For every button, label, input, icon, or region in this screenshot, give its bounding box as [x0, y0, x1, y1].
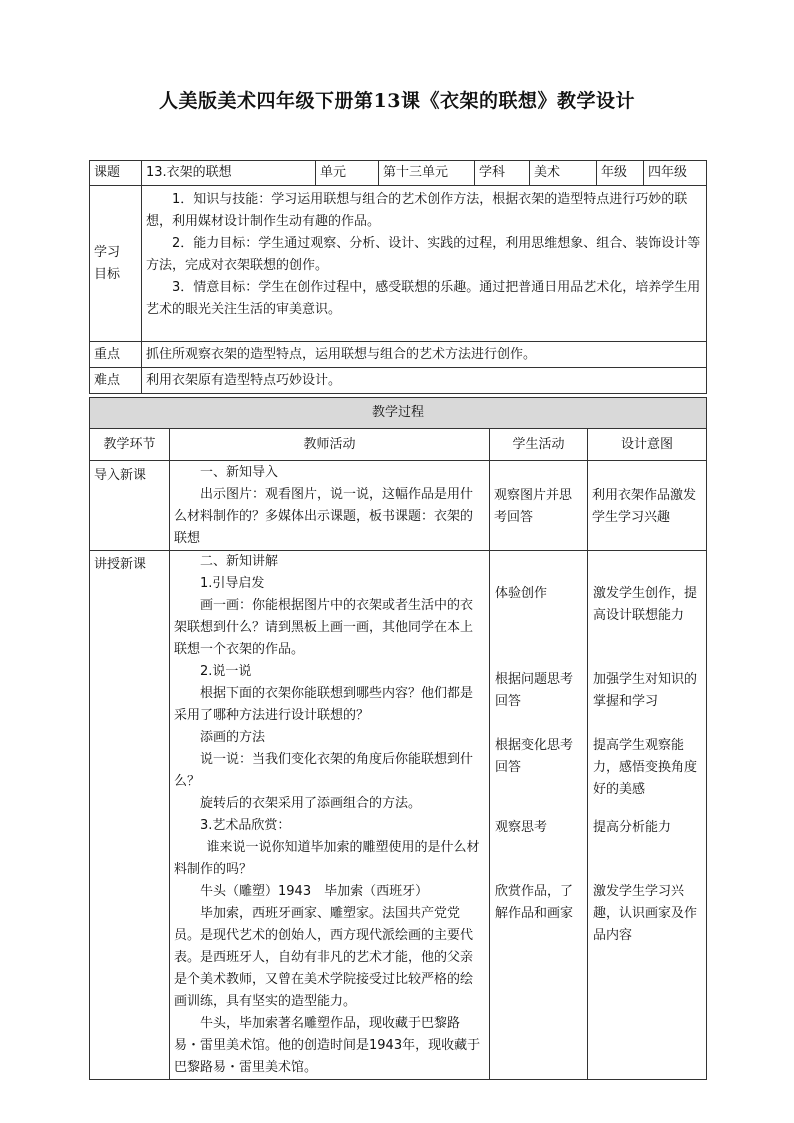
grade-label: 年级	[597, 161, 644, 186]
design-intent: 提高分析能力	[593, 820, 672, 835]
lecture-intent	[588, 551, 707, 1080]
lecture-stage: 讲授新课	[90, 551, 170, 1080]
goal-item: 2．能力目标：学生通过观察、分析、设计、实践的过程，利用思维想象、组合、装饰设计等方法，完成对衣架联想的创作。	[146, 236, 701, 273]
design-intent: 激发学生学习兴趣，认识画家及作品内容	[593, 884, 698, 943]
student-activity: 根据变化思考回答	[495, 738, 574, 775]
student-activity: 欣赏作品，了解作品和画家	[495, 884, 574, 921]
process-table	[89, 397, 707, 1080]
goal-item: 3．情意目标：学生在创作过程中，感受联想的乐趣。通过把普通日用品艺术化，培养学生用艺术的眼光关注生活的审美意识。	[146, 280, 701, 317]
design-intent: 加强学生对知识的掌握和学习	[593, 672, 698, 709]
lesson-info-table	[89, 160, 707, 394]
design-intent: 提高学生观察能力，感悟变换角度好的美感	[593, 738, 698, 797]
goal-item: 1．知识与技能：学习运用联想与组合的艺术创作方法，根据衣架的造型特点进行巧妙的联想，利用媒材设计制作生动有趣的作品。	[146, 192, 688, 229]
col-stage-header: 教学环节	[90, 429, 170, 461]
page-title: 人美版美术四年级下册第13课《衣架的联想》教学设计	[159, 90, 635, 112]
difficulty-text: 利用衣架原有造型特点巧妙设计。	[142, 368, 707, 394]
intro-teacher: 一、新知导入 出示图片：观看图片，说一说，这幅作品是用什么材料制作的？多媒体出示课题，板书课题：衣架的联想	[170, 461, 490, 551]
design-intent: 激发学生创作，提高设计联想能力	[593, 586, 698, 623]
goals-label: 学习 目标	[90, 186, 142, 342]
unit-value: 第十三单元	[379, 161, 475, 186]
student-activity: 观察思考	[495, 820, 548, 835]
process-heading: 教学过程	[90, 398, 707, 429]
lecture-teacher: 二、新知讲解 1.引导启发 画一画：你能根据图片中的衣架或者生活中的衣架联想到什么？请到黑板上画一画，其他同学在本上联想一个衣架的作品。 2.说一说 根据下面的衣架你能联想到哪些内容？他们都是采用了哪种方法进行设计联想的？ 添画的方法 说一说：当我们变化衣架的角度后你能联想到什么？ 旋转后的衣架采用了添画组合的方法。 3.艺术品欣赏： 谁来说一说你知道毕加索的雕塑使用的是什么材料制作的吗？ 牛头（雕塑）1943 毕加索（西班牙） 毕加索，西班牙画家、雕塑家。法国共产党党员。是现代艺术的创始人，西方现代派绘画的主要代表。是西班牙人，自幼有非凡的艺术才能，他的父亲是个美术教师，又曾在美术学院接受过比较严格的绘画训练，具有坚实的造型能力。 牛头，毕加索著名雕塑作品，现收藏于巴黎路易・雷里美术馆。他的创造时间是1943年，现收藏于巴黎路易・雷里美术馆。	[170, 551, 490, 1080]
col-teacher-header: 教师活动	[170, 429, 490, 461]
difficulty-label: 难点	[90, 368, 142, 394]
col-intent-header: 设计意图	[588, 429, 707, 461]
goals-content	[142, 186, 707, 342]
topic-value: 13.衣架的联想	[142, 161, 316, 186]
student-activity: 体验创作	[495, 586, 548, 601]
col-student-header: 学生活动	[490, 429, 588, 461]
subject-value: 美术	[530, 161, 597, 186]
subject-label: 学科	[475, 161, 530, 186]
intro-intent: 利用衣架作品激发学生学习兴趣	[588, 461, 707, 551]
student-activity: 根据问题思考回答	[495, 672, 574, 709]
key-label: 重点	[90, 342, 142, 368]
key-text: 抓住所观察衣架的造型特点，运用联想与组合的艺术方法进行创作。	[142, 342, 707, 368]
lecture-student	[490, 551, 588, 1080]
topic-label: 课题	[90, 161, 142, 186]
intro-stage: 导入新课	[90, 461, 170, 551]
unit-label: 单元	[316, 161, 379, 186]
intro-student: 观察图片并思考回答	[490, 461, 588, 551]
grade-value: 四年级	[644, 161, 707, 186]
